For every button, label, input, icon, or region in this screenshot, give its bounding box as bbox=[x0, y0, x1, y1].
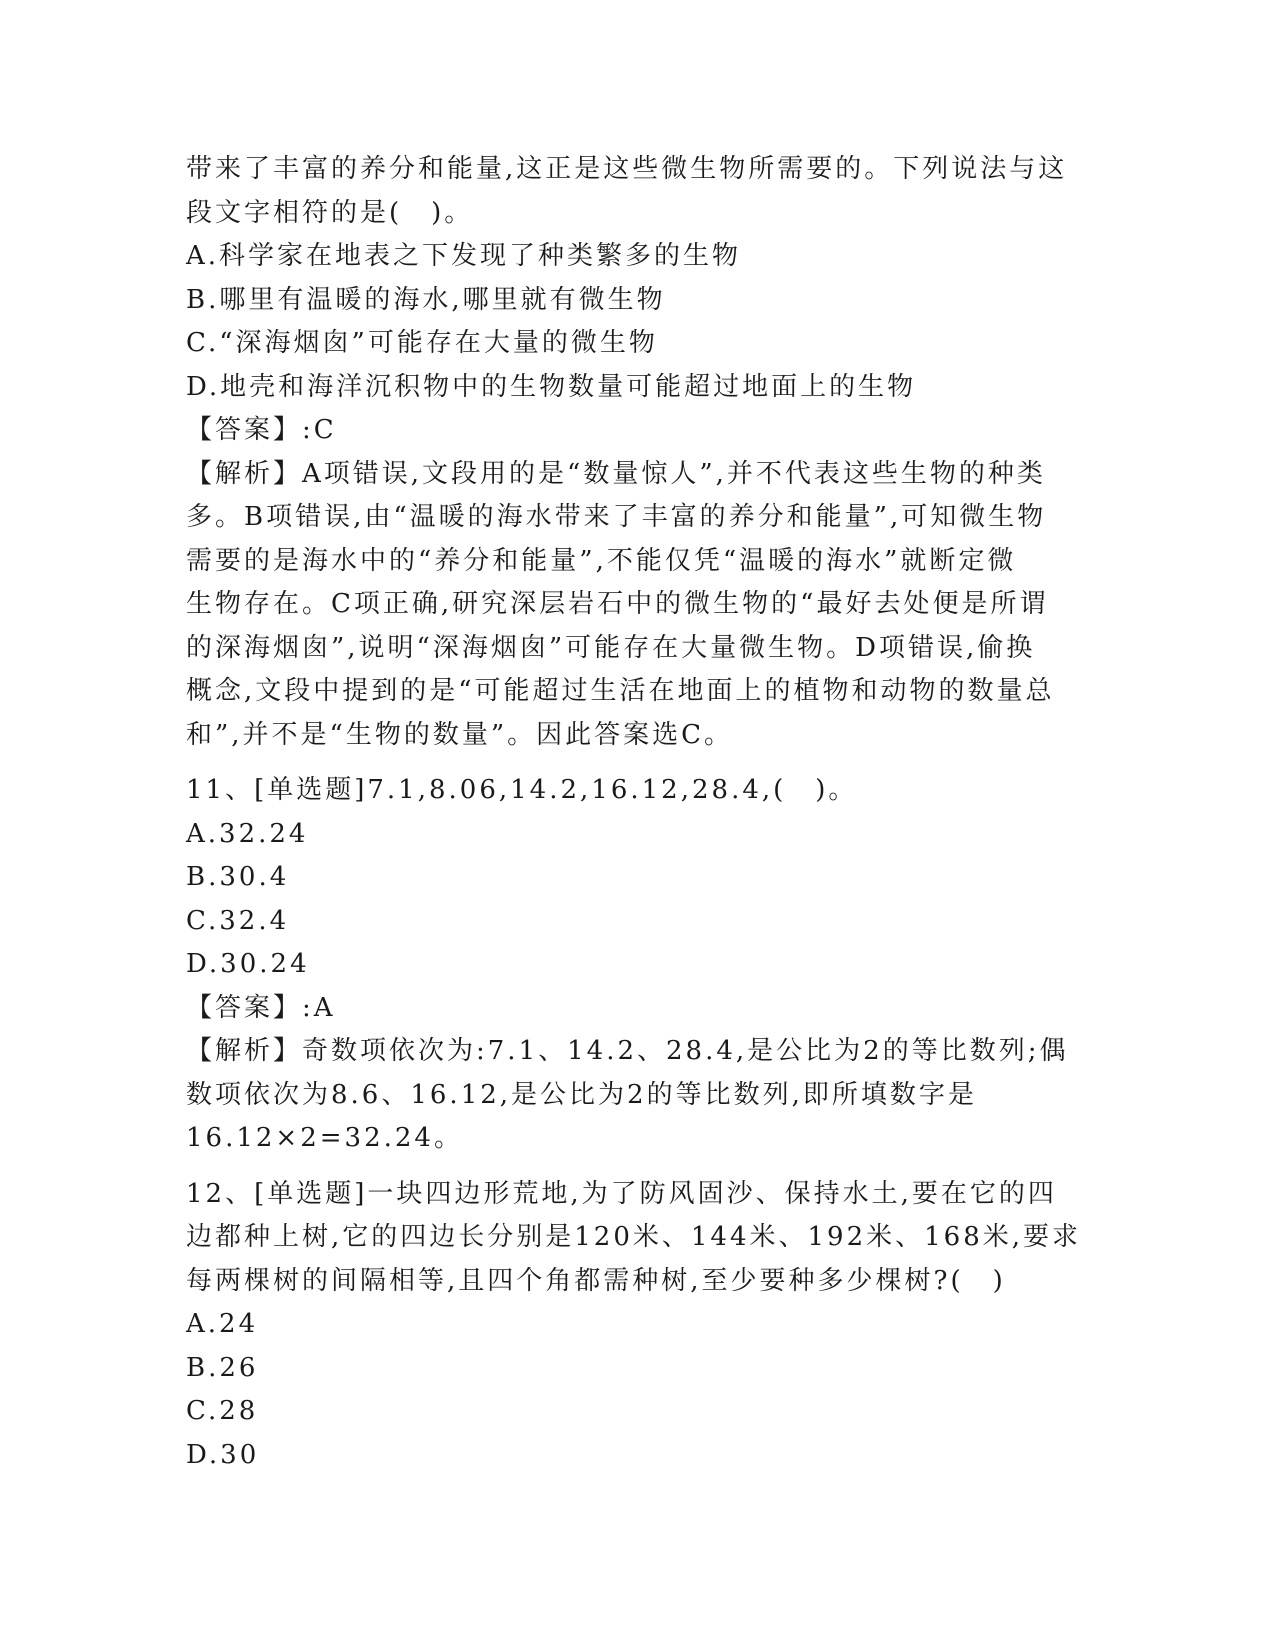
question-11-answer: 【答案】:A bbox=[186, 992, 336, 1023]
question-10-analysis-line-4: 生物存在。C项正确,研究深层岩石中的微生物的“最好去处便是所谓 bbox=[186, 589, 1049, 619]
question-11-stem-line-1: 11、[单选题]7.1,8.06,14.2,16.12,28.4,( )。 bbox=[186, 775, 858, 805]
question-10-analysis-line-7: 和”,并不是“生物的数量”。因此答案选C。 bbox=[186, 719, 734, 750]
question-10-answer: 【答案】:C bbox=[186, 415, 337, 445]
question-10-analysis-line-2: 多。B项错误,由“温暖的海水带来了丰富的养分和能量”,可知微生物 bbox=[186, 502, 1047, 532]
question-11 bbox=[186, 769, 1086, 1161]
question-10 bbox=[186, 148, 1086, 757]
question-11-option-c: C.32.4 bbox=[186, 905, 290, 936]
question-10-stem-line-2: 段文字相符的是( )。 bbox=[186, 197, 474, 228]
question-10-option-a: A.科学家在地表之下发现了种类繁多的生物 bbox=[186, 241, 742, 271]
question-10-option-b: B.哪里有温暖的海水,哪里就有微生物 bbox=[186, 284, 666, 315]
question-12-option-d: D.30 bbox=[186, 1439, 260, 1470]
question-10-option-d: D.地壳和海洋沉积物中的生物数量可能超过地面上的生物 bbox=[186, 371, 917, 402]
question-11-option-d: D.30.24 bbox=[186, 949, 310, 979]
question-10-stem-line-1: 带来了丰富的养分和能量,这正是这些微生物所需要的。下列说法与这 bbox=[186, 154, 1068, 184]
document-page bbox=[186, 148, 1086, 1477]
question-12-stem-line-3: 每两棵树的间隔相等,且四个角都需种树,至少要种多少棵树?( ) bbox=[186, 1265, 1006, 1296]
spacer bbox=[186, 757, 1086, 769]
spacer bbox=[186, 1161, 1086, 1173]
question-11-analysis-line-2: 数项依次为8.6、16.12,是公比为2的等比数列,即所填数字是 bbox=[186, 1079, 977, 1110]
question-12-option-c: C.28 bbox=[186, 1396, 259, 1426]
question-12-stem-line-2: 边都种上树,它的四边长分别是120米、144米、192米、168米,要求 bbox=[186, 1222, 1082, 1252]
question-12 bbox=[186, 1173, 1086, 1478]
question-10-analysis-line-5: 的深海烟囱”,说明“深海烟囱”可能存在大量微生物。D项错误,偷换 bbox=[186, 632, 1036, 663]
question-12-option-b: B.26 bbox=[186, 1352, 259, 1383]
question-12-option-a: A.24 bbox=[186, 1309, 259, 1339]
question-10-option-c: C.“深海烟囱”可能存在大量的微生物 bbox=[186, 328, 658, 358]
question-11-option-a: A.32.24 bbox=[186, 818, 309, 849]
question-10-analysis-line-3: 需要的是海水中的“养分和能量”,不能仅凭“温暖的海水”就断定微 bbox=[186, 545, 1017, 576]
question-11-analysis-line-3: 16.12×2=32.24。 bbox=[186, 1123, 463, 1153]
question-11-option-b: B.30.4 bbox=[186, 862, 290, 892]
question-10-analysis-line-1: 【解析】A项错误,文段用的是“数量惊人”,并不代表这些生物的种类 bbox=[186, 458, 1046, 489]
question-10-analysis-line-6: 概念,文段中提到的是“可能超过生活在地面上的植物和动物的数量总 bbox=[186, 676, 1055, 706]
question-12-stem-line-1: 12、[单选题]一块四边形荒地,为了防风固沙、保持水土,要在它的四 bbox=[186, 1178, 1057, 1209]
question-11-analysis-line-1: 【解析】奇数项依次为:7.1、14.2、28.4,是公比为2的等比数列;偶 bbox=[186, 1036, 1069, 1066]
